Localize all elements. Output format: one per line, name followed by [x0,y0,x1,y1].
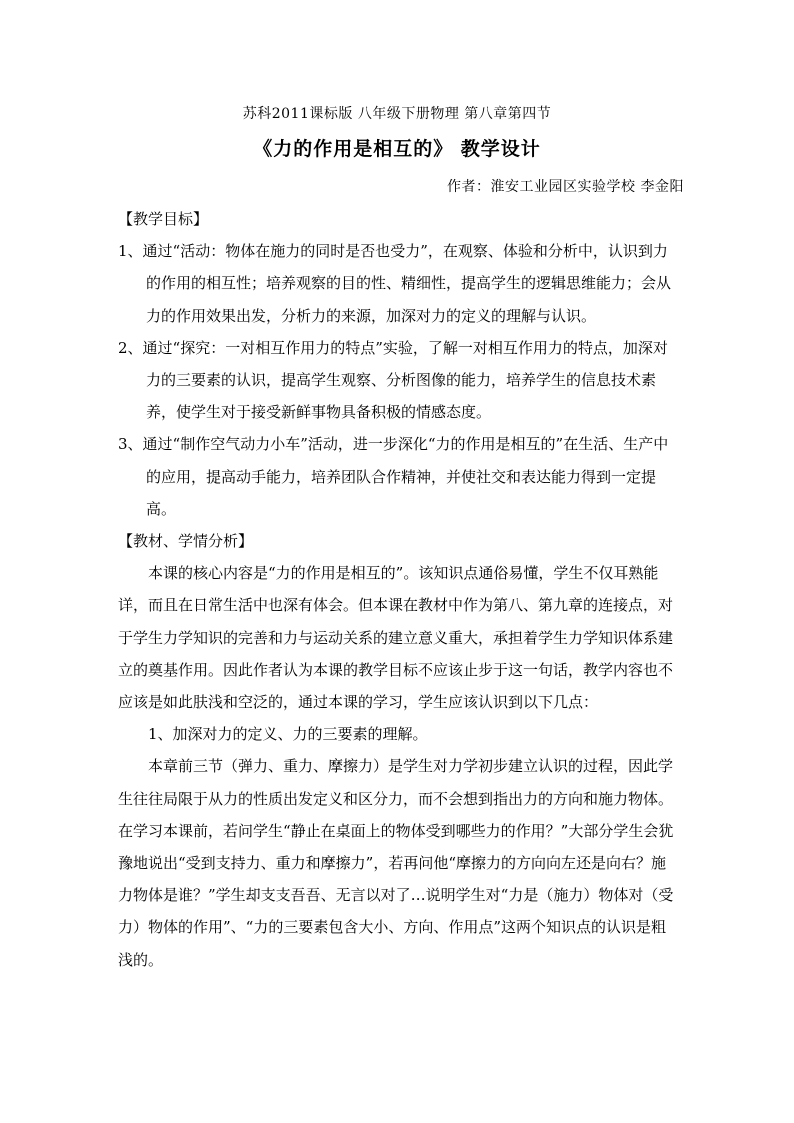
page-title: 《力的作用是相互的》 教学设计 [253,138,541,160]
analysis-heading: 【教材、学情分析】 [118,532,254,551]
analysis-paragraph: 本章前三节（弹力、重力、摩擦力）是学生对力学初步建立认识的过程，因此学生往往局限于从力的性质出发定义和区分力，而不会想到指出力的方向和施力物体。在学习本课前，若问学生“静止在桌面上的物体受到哪些力的作用？”大部分学生会犹豫地说出“受到支持力、重力和摩擦力”，若再问他“摩擦力的方向向左还是向右？施力物体是谁？”学生却支支吾吾、无言以对了…说明学生对“力是（施力）物体对（受力）物体的作用”、“力的三要素包含大小、方向、作用点”这两个知识点的认识是粗浅的。 [118,757,674,969]
goals-heading: 【教学目标】 [118,210,209,228]
author-line: 作者：淮安工业园区实验学校 李金阳 [447,179,684,195]
course-subtitle: 苏科2011课标版 八年级下册物理 第八章第四节 [242,106,552,122]
goal-item-3: 3、通过“制作空气动力小车”活动，进一步深化“力的作用是相互的”在生活、生产中的应用，提高动手能力，培养团队合作精神，并使社交和表达能力得到一定提高。 [118,435,669,518]
analysis-point: 1、加深对力的定义、力的三要素的理解。 [148,725,428,744]
goal-item-2: 2、通过“探究：一对相互作用力的特点”实验，了解一对相互作用力的特点，加深对力的三要素的认识，提高学生观察、分析图像的能力，培养学生的信息技术素养，使学生对于接受新鲜事物具备积极的情感态度。 [118,338,668,422]
analysis-paragraph: 本课的核心内容是“力的作用是相互的”。该知识点通俗易懂，学生不仅耳熟能详，而且在日常生活中也深有体会。但本课在教材中作为第八、第九章的连接点，对于学生力学知识的完善和力与运动关系的建立意义重大，承担着学生力学知识体系建立的奠基作用。因此作者认为本课的教学目标不应该止步于这一句话，教学内容也不应该是如此肤浅和空泛的，通过本课的学习，学生应该认识到以下几点： [118,564,674,712]
goal-item-1: 1、通过“活动：物体在施力的同时是否也受力”，在观察、体验和分析中，认识到力的作用的相互性；培养观察的目的性、精细性，提高学生的逻辑思维能力；会从力的作用效果出发，分析力的来源，加深对力的定义的理解与认识。 [118,242,672,325]
document-body [118,203,674,976]
